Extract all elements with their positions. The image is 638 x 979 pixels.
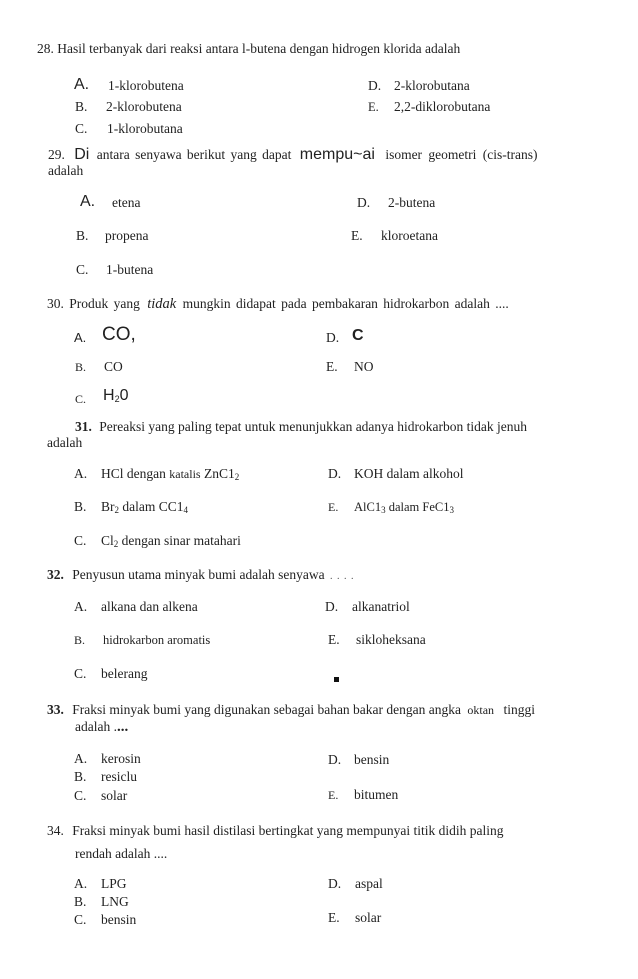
q30-option-e-letter: E. [326, 359, 338, 374]
q33-stem-small: oktan [467, 703, 495, 717]
q29-number: 29. [48, 147, 65, 162]
q29-option-a-letter: A. [80, 193, 96, 210]
q31-option-c-tail: dengan sinar matahari [121, 533, 241, 548]
q30-option-c-text [103, 388, 128, 405]
q30-option-c-main: H [103, 387, 115, 404]
q34-option-b-letter: B. [74, 894, 87, 909]
q32-option-e-text: sikloheksana [356, 632, 426, 647]
q34-option-a-text: LPG [101, 876, 127, 891]
q32-option-c-text: belerang [101, 666, 148, 681]
q31-stem-line2: adalah [47, 435, 83, 450]
q29-stem [48, 147, 538, 163]
q28-option-a-letter: A. [74, 76, 90, 93]
q33-stem [47, 702, 535, 718]
q29-word-di: Di [74, 146, 90, 163]
q32-stem-dots: . . . . [329, 571, 355, 582]
q33-option-d-letter: D. [328, 752, 342, 767]
q31-option-d-letter: D. [328, 466, 342, 481]
q29-option-d-letter: D. [357, 195, 371, 210]
q31-option-e-main: AlC1 [354, 500, 382, 514]
q31-option-b-tail: dalam CC1 [122, 499, 184, 514]
q34-option-c-letter: C. [74, 912, 87, 927]
q29-option-b-letter: B. [76, 228, 89, 243]
q30-option-c-tail: 0 [119, 387, 129, 404]
q32-option-c-letter: C. [74, 666, 87, 681]
q33-option-e-letter: E. [328, 788, 339, 802]
q31-option-c-letter: C. [74, 533, 87, 548]
q32-option-d-text: alkanatriol [352, 599, 410, 614]
q28-option-c-letter: C. [75, 121, 88, 136]
q33-option-b-text: resiclu [101, 769, 137, 784]
q31-option-a-sub: 2 [234, 472, 240, 482]
q31-option-c-sub: 2 [113, 539, 119, 549]
q28-option-d-letter: D. [368, 78, 382, 93]
q34-option-b-text: LNG [101, 894, 129, 909]
q33-line2-dots: ... [116, 719, 129, 735]
q32-option-a-letter: A. [74, 599, 88, 614]
q34-stem-text: Fraksi minyak bumi hasil distilasi bertingkat yang mempunyai titik didih paling [72, 823, 504, 838]
q31-stem [75, 419, 527, 435]
q33-number: 33. [47, 702, 64, 717]
q28-option-e-text: 2,2-diklorobutana [394, 99, 491, 114]
q33-line2-text: adalah . [75, 719, 117, 734]
q32-stem [47, 567, 354, 585]
q28-option-a-text: 1-klorobutena [108, 78, 184, 93]
q31-option-a-tail: ZnC1 [203, 466, 235, 481]
q32-option-d-letter: D. [325, 599, 339, 614]
q31-option-b-main: Br [101, 499, 115, 514]
q30-stem-part1: 30. Produk yang [47, 296, 140, 311]
q28-option-c-text: 1-klorobutana [107, 121, 183, 136]
q34-number: 34. [47, 823, 64, 838]
q33-option-e-text: bitumen [354, 787, 399, 802]
q30-option-d-text: C [352, 327, 364, 344]
q34-option-d-text: aspal [355, 876, 383, 891]
q29-stem-part1: antara senyawa berikut yang dapat [96, 147, 292, 162]
q30-option-a-letter: A. [74, 330, 87, 345]
q28-stem: 28. Hasil terbanyak dari reaksi antara l-butena dengan hidrogen klorida adalah [37, 41, 461, 56]
q29-stem-line2: adalah [48, 163, 84, 178]
q33-option-c-letter: C. [74, 788, 87, 803]
q34-stem [47, 823, 503, 839]
q31-option-e-letter: E. [328, 500, 339, 514]
q32-option-a-text: alkana dan alkena [101, 599, 198, 614]
q31-option-d-text: KOH dalam alkohol [354, 466, 464, 481]
q34-option-e-text: solar [355, 910, 382, 925]
q31-number: 31. [75, 419, 92, 434]
q33-option-a-letter: A. [74, 751, 88, 766]
q28-option-e-letter: E. [368, 100, 379, 114]
q31-option-a-text [101, 466, 239, 483]
q29-option-d-text: 2-butena [388, 195, 436, 210]
q30-option-a-text: CO, [102, 324, 136, 345]
q31-option-a-main: HCl dengan [101, 466, 166, 481]
q29-stem-part2: isomer geometri (cis-trans) [385, 147, 538, 162]
q31-option-c-main: Cl [101, 533, 114, 548]
q29-option-e-letter: E. [351, 228, 363, 243]
q33-stem-end: tinggi [503, 702, 535, 717]
q31-option-a-letter: A. [74, 466, 88, 481]
q29-option-b-text: propena [105, 228, 149, 243]
q31-option-b-text [101, 499, 188, 516]
q31-option-b-letter: B. [74, 499, 87, 514]
q28-option-b-text: 2-klorobutena [106, 99, 182, 114]
q28-option-d-text: 2-klorobutana [394, 78, 470, 93]
q32-stem-text: Penyusun utama minyak bumi adalah senyawa [72, 567, 325, 582]
q28-option-b-letter: B. [75, 99, 88, 114]
q33-stem-line2 [75, 719, 128, 735]
q32-option-b-text: hidrokarbon aromatis [103, 633, 211, 647]
q30-option-b-text: CO [104, 359, 123, 374]
q34-stem-line2: rendah adalah .... [75, 846, 168, 861]
q31-option-e-sub: 3 [381, 505, 386, 515]
q32-option-e-letter: E. [328, 632, 340, 647]
q31-option-e-text [354, 499, 454, 516]
q31-option-a-small: katalis [169, 467, 201, 481]
q30-stem-part2: mungkin didapat pada pembakaran hidrokarbon adalah .... [182, 296, 509, 311]
q30-stem [47, 296, 509, 312]
q30-option-e-text: NO [354, 359, 374, 374]
q29-word-mempunyai: mempu~ai [299, 146, 375, 163]
q33-option-b-letter: B. [74, 769, 87, 784]
q34-option-c-text: bensin [101, 912, 137, 927]
q29-option-c-letter: C. [76, 262, 89, 277]
q34-option-d-letter: D. [328, 876, 342, 891]
q32-number: 32. [47, 567, 64, 582]
q30-option-c-letter: C. [75, 392, 87, 406]
q34-option-e-letter: E. [328, 910, 340, 925]
q31-option-b-sub: 2 [114, 505, 119, 515]
q29-option-e-text: kloroetana [381, 228, 438, 243]
q30-stem-italic: tidak [147, 296, 177, 312]
q33-option-c-text: solar [101, 788, 128, 803]
q31-option-c-text [101, 533, 241, 550]
q31-option-e-sub2: 3 [449, 505, 454, 515]
q31-option-b-sub2: 4 [183, 505, 188, 515]
q33-option-d-text: bensin [354, 752, 390, 767]
q31-stem-text: Pereaksi yang paling tepat untuk menunjukkan adanya hidrokarbon tidak jenuh [99, 419, 528, 434]
q34-option-a-letter: A. [74, 876, 88, 891]
q29-option-a-text: etena [112, 195, 141, 210]
q30-option-d-letter: D. [326, 330, 340, 345]
stray-mark [334, 677, 339, 682]
q30-option-c-sub: 2 [114, 394, 120, 404]
q29-option-c-text: 1-butena [106, 262, 154, 277]
q32-option-b-letter: B. [74, 633, 86, 647]
q30-option-b-letter: B. [75, 360, 87, 374]
q33-stem-text: Fraksi minyak bumi yang digunakan sebagai bahan bakar dengan angka [72, 702, 462, 717]
q33-option-a-text: kerosin [101, 751, 141, 766]
q31-option-e-tail: dalam FeC1 [388, 500, 450, 514]
